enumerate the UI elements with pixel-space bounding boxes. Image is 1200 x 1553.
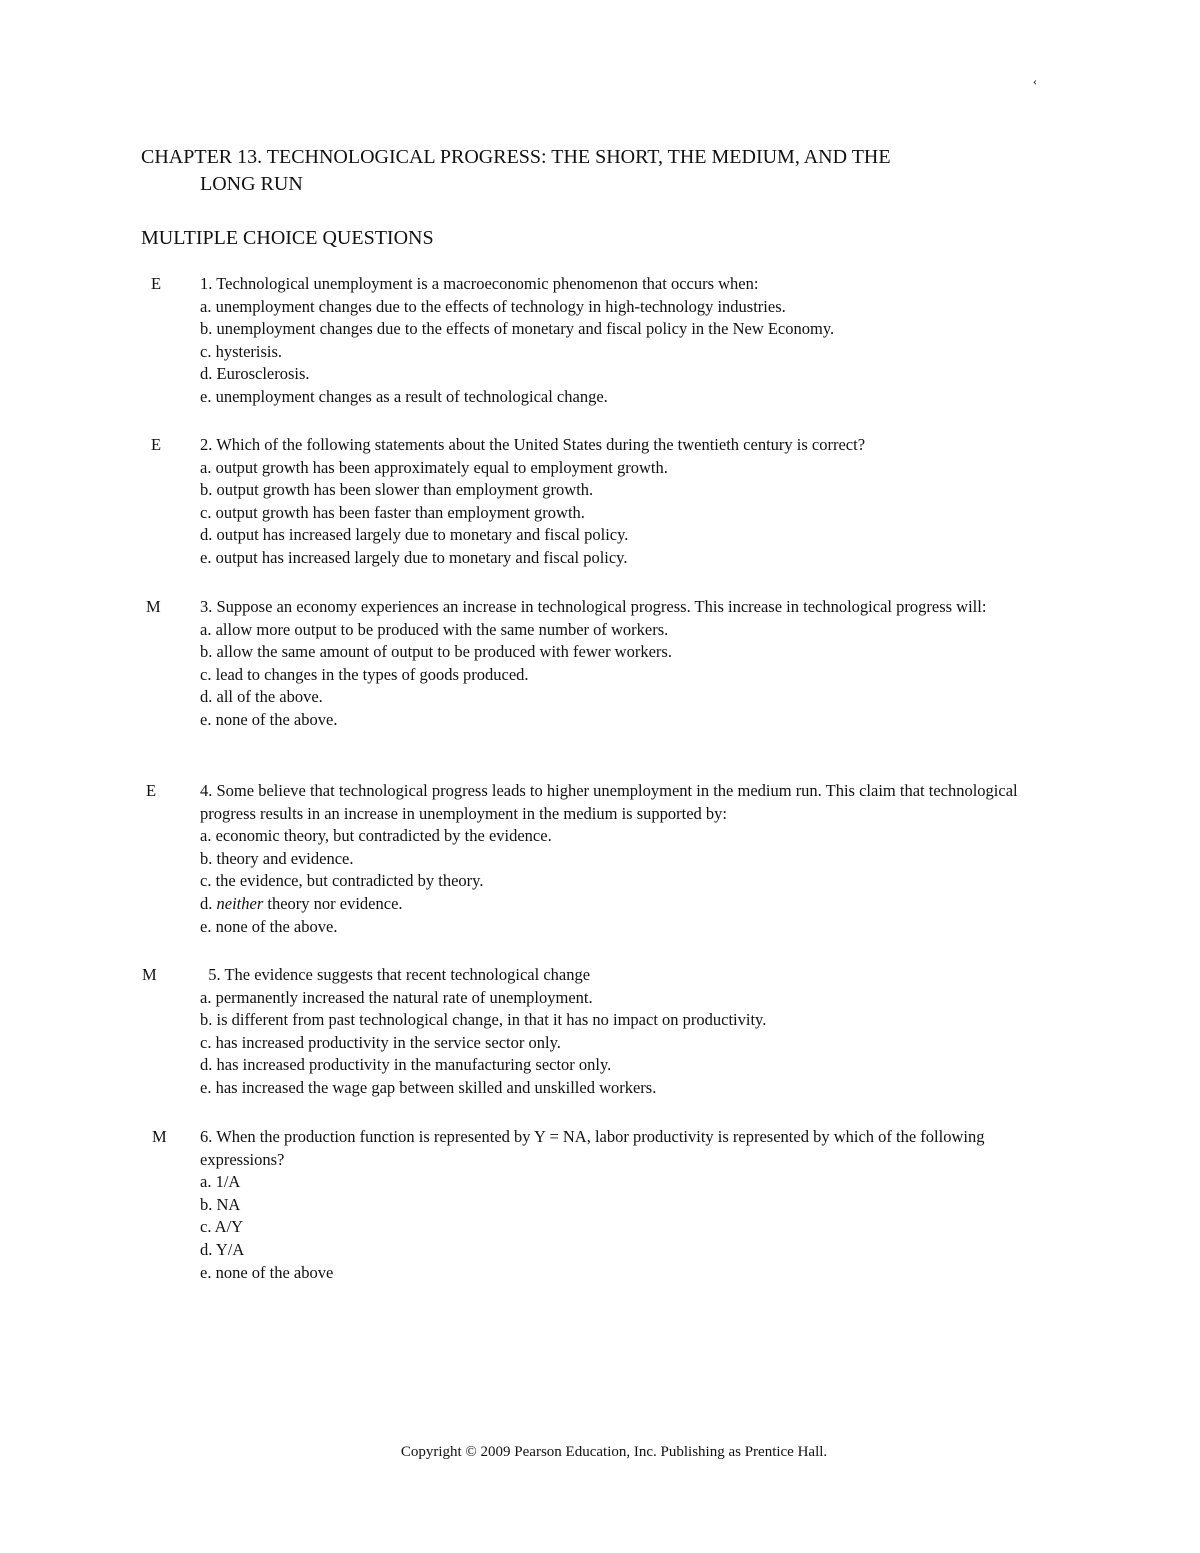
option-b: b. unemployment changes due to the effects of monetary and fiscal policy in the New Economy. — [200, 319, 835, 339]
option-c: c. the evidence, but contradicted by theory. — [200, 871, 484, 891]
option-c: c. A/Y — [200, 1217, 244, 1237]
option-a: a. unemployment changes due to the effects of technology in high-technology industries. — [200, 296, 786, 316]
question-stem: 3. Suppose an economy experiences an increase in technological progress. This increase in technological progress will: — [200, 597, 987, 616]
option-c: c. hysterisis. — [200, 341, 283, 361]
option-d — [200, 893, 1060, 916]
question-2 — [140, 434, 1060, 570]
difficulty-label: E — [151, 274, 162, 293]
option-e: e. unemployment changes as a result of technological change. — [200, 386, 608, 406]
question-body — [200, 434, 1060, 570]
option-d: d. output has increased largely due to monetary and fiscal policy. — [200, 525, 629, 545]
option-c: c. has increased productivity in the service sector only. — [200, 1032, 561, 1052]
question-4 — [140, 780, 1060, 938]
question-body — [200, 780, 1060, 938]
option-b: b. output growth has been slower than employment growth. — [200, 480, 594, 500]
option-b: b. theory and evidence. — [200, 848, 354, 868]
question-body — [200, 1126, 1060, 1284]
difficulty-label: M — [142, 965, 157, 984]
option-a: a. economic theory, but contradicted by the evidence. — [200, 826, 552, 846]
option-e: e. none of the above — [200, 1262, 334, 1282]
option-d-emphasis: neither — [216, 893, 264, 913]
option-d: d. Eurosclerosis. — [200, 364, 310, 384]
chapter-title: CHAPTER 13. TECHNOLOGICAL PROGRESS: THE SHORT, THE MEDIUM, AND THE LONG RUN — [141, 146, 891, 195]
option-d: d. has increased productivity in the manufacturing sector only. — [200, 1055, 612, 1075]
question-1 — [140, 273, 1060, 409]
option-e: e. none of the above. — [200, 916, 338, 936]
difficulty-label: M — [146, 597, 161, 616]
difficulty-label: E — [151, 435, 162, 454]
option-d: d. all of the above. — [200, 687, 323, 707]
option-e: e. output has increased largely due to monetary and fiscal policy. — [200, 547, 628, 567]
question-3 — [140, 596, 1060, 732]
option-b: b. NA — [200, 1194, 241, 1214]
question-6 — [140, 1126, 1060, 1284]
option-a: a. allow more output to be produced with the same number of workers. — [200, 619, 669, 639]
question-5 — [140, 964, 1060, 1100]
question-body — [200, 273, 1060, 409]
question-stem: 6. When the production function is represented by Y = NA, labor productivity is represented by which of the following expressions? — [200, 1127, 985, 1169]
option-a: a. 1/A — [200, 1172, 241, 1192]
option-d-prefix: d. — [200, 893, 217, 913]
question-body — [200, 964, 1060, 1100]
question-stem: 1. Technological unemployment is a macroeconomic phenomenon that occurs when: — [200, 274, 759, 293]
option-d: d. Y/A — [200, 1239, 245, 1259]
corner-mark: ‹ — [1033, 74, 1037, 88]
question-stem: 2. Which of the following statements about the United States during the twentieth century is correct? — [200, 435, 866, 454]
option-e: e. has increased the wage gap between skilled and unskilled workers. — [200, 1077, 657, 1097]
option-b: b. allow the same amount of output to be produced with fewer workers. — [200, 642, 672, 662]
option-e: e. none of the above. — [200, 709, 338, 729]
question-body — [200, 596, 1060, 732]
option-a: a. output growth has been approximately equal to employment growth. — [200, 457, 668, 477]
option-a: a. permanently increased the natural rate of unemployment. — [200, 987, 593, 1007]
difficulty-label: M — [152, 1127, 167, 1146]
question-stem: 4. Some believe that technological progress leads to higher unemployment in the medium run. This claim that technological progress results in an increase in unemployment in the medium is supported by: — [200, 781, 1018, 823]
option-d-rest: theory nor evidence. — [263, 893, 403, 913]
copyright-footer: Copyright © 2009 Pearson Education, Inc. Publishing as Prentice Hall. — [400, 1444, 828, 1460]
difficulty-label: E — [146, 781, 157, 800]
option-c: c. lead to changes in the types of goods produced. — [200, 664, 529, 684]
section-title: MULTIPLE CHOICE QUESTIONS — [141, 227, 434, 249]
question-stem: 5. The evidence suggests that recent technological change — [200, 965, 591, 984]
option-c: c. output growth has been faster than employment growth. — [200, 502, 585, 522]
option-b: b. is different from past technological change, in that it has no impact on productivity. — [200, 1010, 767, 1030]
